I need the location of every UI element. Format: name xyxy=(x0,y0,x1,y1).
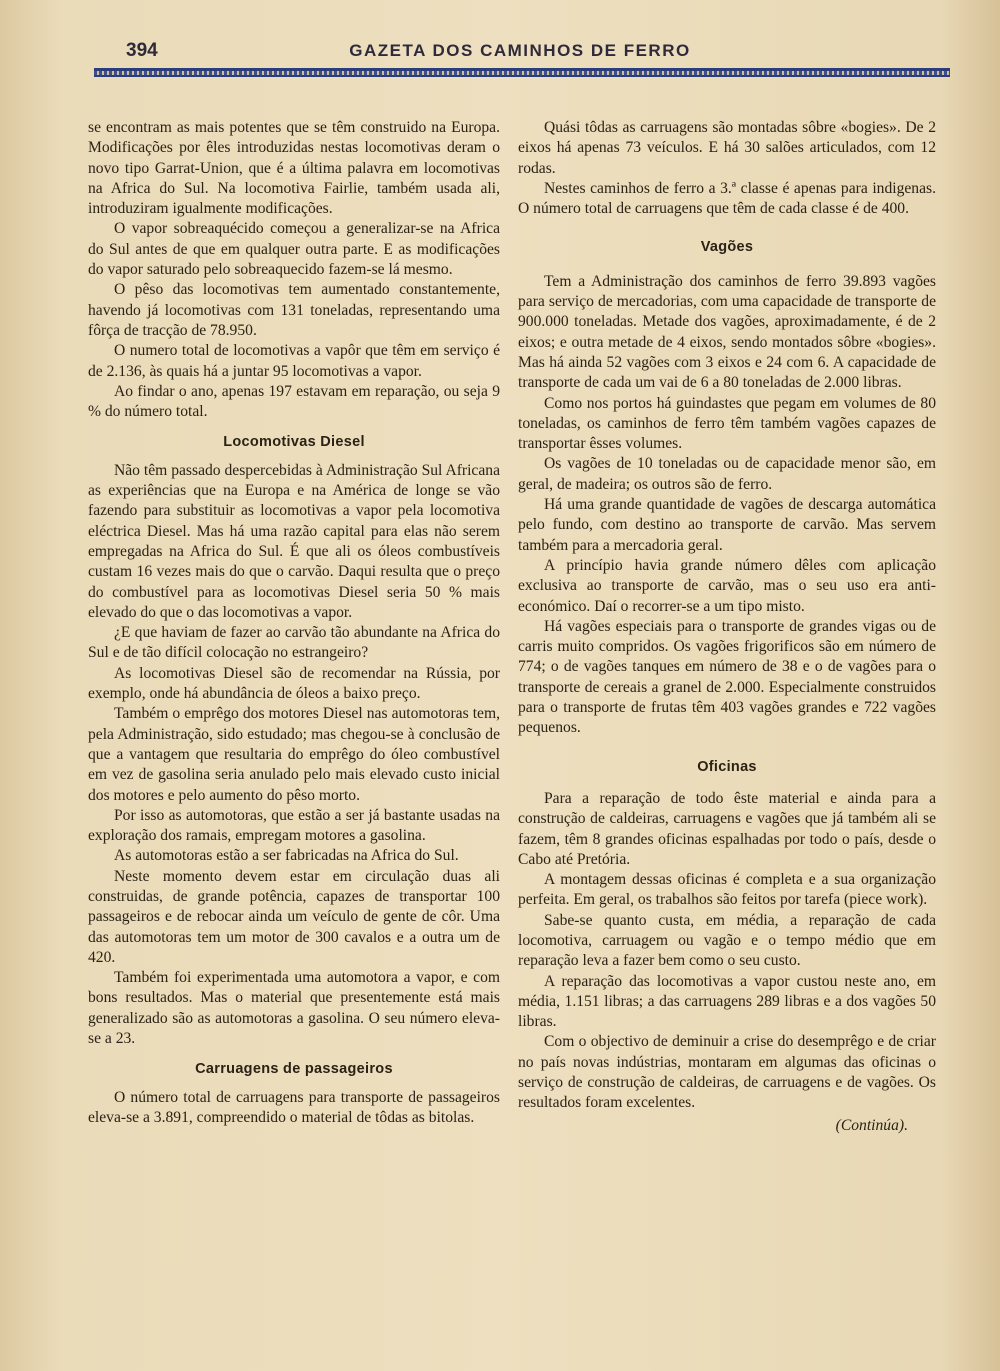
paragraph: Não têm passado despercebidas à Administração Sul Africana as experiências que na Europa e na América de longe se vão fazendo para substituir as locomotivas a vapor pela locomotiva eléctrica Diesel. Mas há uma razão capital para elas não serem empregadas na Africa do Sul. É que ali os óleos combustíveis custam 16 vezes mais do que o carvão. Daqui resulta que o preço do combustível para as locomotivas Diesel seria 50 % mais elevado do que o das locomotivas a vapor. xyxy=(88,461,500,621)
left-column xyxy=(88,118,500,1128)
section-heading-diesel: Locomotivas Diesel xyxy=(223,434,365,451)
paragraph: Os vagões de 10 toneladas ou de capacidade menor são, em geral, de madeira; os outros são de ferro. xyxy=(518,455,936,493)
paragraph: Nestes caminhos de ferro a 3.ª classe é apenas para indigenas. O número total de carruagens que têm de cada classe é de 400. xyxy=(518,179,936,218)
paragraph: O número total de carruagens para transporte de passageiros eleva-se a 3.891, compreendido o material de tôdas as bitolas. xyxy=(88,1088,500,1126)
paragraph: Quási tôdas as carruagens são montadas sôbre «bogies». De 2 eixos há apenas 73 veículos. E há 30 salões articulados, com 12 rodas. xyxy=(518,119,936,177)
paragraph: Há uma grande quantidade de vagões de descarga automática pelo fundo, com destino ao transporte de carvão. Mas servem também para a mercadoria geral. xyxy=(518,496,936,554)
paragraph: Como nos portos há guindastes que pegam em volumes de 80 toneladas, os caminhos de ferro têm também vagões capazes de transportar êsses volumes. xyxy=(518,394,936,453)
section-heading-vagoes: Vagões xyxy=(700,239,754,256)
paragraph: O pêso das locomotivas tem aumentado constantemente, havendo já locomotivas com 131 toneladas, representando uma fôrça de tracção de 78.950. xyxy=(88,281,500,339)
paragraph: Também foi experimentada uma automotora a vapor, e com bons resultados. Mas o material que presentemente está mais generalizado são as automotoras a gasolina. O seu número eleva-se a 23. xyxy=(88,969,500,1048)
journal-title: GAZETA DOS CAMINHOS DE FERRO xyxy=(349,41,691,60)
paragraph: Para a reparação de todo êste material e ainda para a construção de caldeiras, carruagens e vagões que já também ali se fazem, têm 8 grandes oficinas espalhadas por todo o país, desde o Cabo até Pretória. xyxy=(518,789,936,868)
paragraph: O vapor sobreaquécido começou a generalizar-se na Africa do Sul antes de que em qualquer outra parte. E as modificações do vapor saturado pelo sobreaquecido fazem-se lá mesmo. xyxy=(88,220,500,279)
paragraph: O numero total de locomotivas a vapôr que têm em serviço é de 2.136, às quais há a juntar 95 locomotivas a vapor. xyxy=(88,342,500,380)
paragraph: Também o emprêgo dos motores Diesel nas automotoras tem, pela Administração, sido estudado; mas chegou-se à conclusão de que a vantagem que resultaria do emprêgo do óleo combustível em vez de gasolina seria anulado pelo mais elevado custo inicial dos motores e pelo aumento do pêso morto. xyxy=(88,705,500,804)
paragraph: Tem a Administração dos caminhos de ferro 39.893 vagões para serviço de mercadorias, com uma capacidade de transporte de 900.000 toneladas. Metade dos vagões, aproximadamente, é de 2 eixos; e outra metade de 4 eixos, sendo montados sôbre «bogies». Mas há ainda 52 vagões com 3 eixos e 24 com 6. A capacidade de transporte de cada um vai de 6 a 80 toneladas de 2.000 libras. xyxy=(518,272,936,392)
paragraph: As locomotivas Diesel são de recomendar na Rússia, por exemplo, onde há abundância de óleos a baixo preço. xyxy=(88,664,500,703)
right-column xyxy=(518,118,936,1136)
paragraph: Sabe-se quanto custa, em média, a reparação de cada locomotiva, carruagem ou vagão e o tempo médio que em reparação leva a fazer bem como o seu custo. xyxy=(518,911,936,970)
section-heading-oficinas: Oficinas xyxy=(697,758,757,775)
paragraph: Há vagões especiais para o transporte de grandes vigas ou de carris muito compridos. Os vagões frigorificos são em número de 774; o de vagões tanques em número de 38 e o de vagões para o transporte de cereais a granel de 2.000. Especialmente construidos para o transporte de frutas têm 403 vagões grandes e 722 vagões pequenos. xyxy=(518,617,936,737)
paragraph: Por isso as automotoras, que estão a ser já bastante usadas na exploração dos ramais, empregam motores a gasolina. xyxy=(88,806,500,845)
header-rule xyxy=(94,68,950,77)
paragraph: A montagem dessas oficinas é completa e a sua organização perfeita. Em geral, os trabalhos são feitos por tarefa (piece work). xyxy=(518,871,936,909)
paragraph: A reparação das locomotivas a vapor custou neste ano, em média, 1.151 libras; a das carruagens 289 libras e a dos vagões 50 libras. xyxy=(518,972,936,1031)
paragraph: Neste momento devem estar em circulação duas ali construidas, de grande potência, capazes de transportar 100 passageiros e de rebocar ainda um veículo de gente de côr. Uma das automotoras tem um motor de 300 cavalos e a outra um de 420. xyxy=(88,867,500,966)
paragraph: A princípio havia grande número dêles com aplicação exclusiva ao transporte de carvão, mas o seu uso era anti-económico. Daí o recorrer-se a um tipo misto. xyxy=(518,556,936,615)
paragraph: As automotoras estão a ser fabricadas na Africa do Sul. xyxy=(114,847,459,865)
section-heading-carruagens: Carruagens de passageiros xyxy=(195,1061,393,1078)
paragraph: Com o objectivo de deminuir a crise do desemprêgo e de criar no país novas indústrias, montaram em algumas das oficinas o serviço de construção de caldeiras, de carruagens e de vagões. Os resultados foram excelentes. xyxy=(518,1033,936,1112)
paragraph: se encontram as mais potentes que se têm construido na Europa. Modificações por êles introduzidas nestas locomotivas deram o novo tipo Garrat-Union, que é a última palavra em locomotivas na Africa do Sul. Na locomotiva Fairlie, também usada ali, introduziram igualmente modificações. xyxy=(88,119,500,218)
continued-note: (Continúa). xyxy=(835,1116,908,1134)
page-number: 394 xyxy=(126,40,158,61)
paragraph: ¿E que haviam de fazer ao carvão tão abundante na Africa do Sul e de tão difícil colocação no estrangeiro? xyxy=(88,624,500,662)
page-header xyxy=(92,38,948,68)
paragraph: Ao findar o ano, apenas 197 estavam em reparação, ou seja 9 % do número total. xyxy=(88,382,500,421)
